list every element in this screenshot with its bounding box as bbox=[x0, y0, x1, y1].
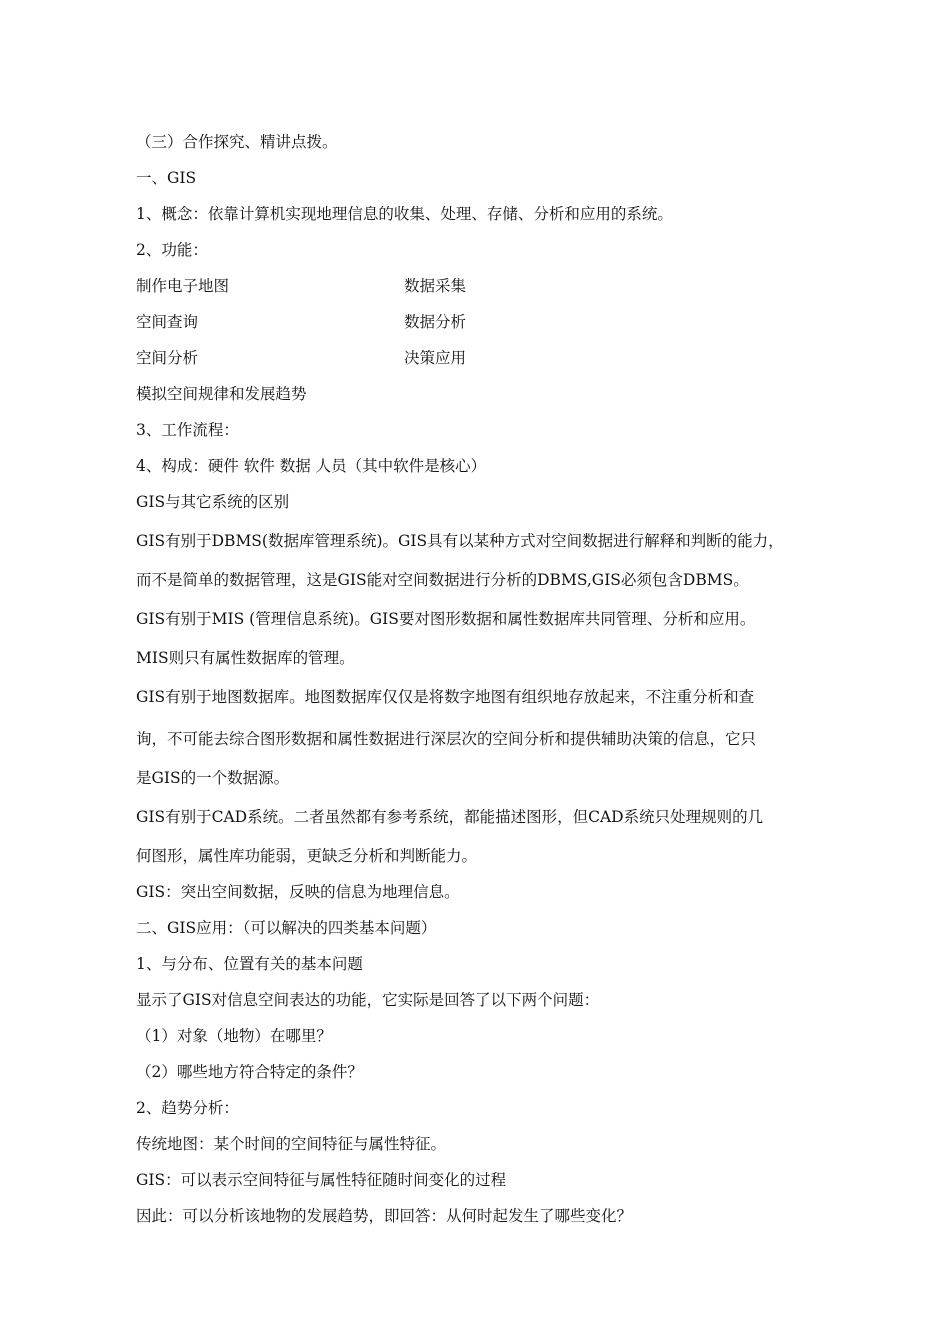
function-item: 制作电子地图 bbox=[136, 277, 230, 295]
applications-section-title: 二、GIS应用：（可以解决的四类基本问题） bbox=[136, 919, 437, 937]
gis-summary: GIS：突出空间数据，反映的信息为地理信息。 bbox=[136, 883, 460, 901]
function-item: 数据采集 bbox=[404, 277, 467, 295]
cad-paragraph-line: GIS有别于CAD系统。二者虽然都有参考系统，都能描述图形，但CAD系统只处理规则的几 bbox=[136, 808, 764, 826]
functions-label: 2、功能： bbox=[136, 241, 208, 259]
gis-section-title: 一、GIS bbox=[136, 169, 197, 187]
difference-title: GIS与其它系统的区别 bbox=[136, 493, 290, 511]
mis-paragraph-line: GIS有别于MIS (管理信息系统)。GIS要对图形数据和属性数据库共同管理、分析和应用。 bbox=[136, 610, 756, 628]
function-item: 数据分析 bbox=[404, 313, 467, 331]
section-heading: （三）合作探究、精讲点拨。 bbox=[136, 133, 338, 151]
mapdb-paragraph-line: GIS有别于地图数据库。地图数据库仅仅是将数字地图有组织地存放起来，不注重分析和查 bbox=[136, 688, 755, 706]
traditional-map-note: 传统地图：某个时间的空间特征与属性特征。 bbox=[136, 1135, 447, 1153]
document-body bbox=[136, 124, 836, 1234]
mapdb-paragraph-line: 是GIS的一个数据源。 bbox=[136, 769, 290, 787]
function-row bbox=[136, 268, 836, 304]
conclusion-note: 因此：可以分析该地物的发展趋势，即回答：从何时起发生了哪些变化？ bbox=[136, 1207, 633, 1225]
cad-paragraph-line: 何图形，属性库功能弱，更缺乏分析和判断能力。 bbox=[136, 847, 478, 865]
mapdb-paragraph-line: 询，不可能去综合图形数据和属性数据进行深层次的空间分析和提供辅助决策的信息，它只 bbox=[136, 730, 757, 748]
gis-time-note: GIS：可以表示空间特征与属性特征随时间变化的过程 bbox=[136, 1171, 507, 1189]
function-item: 空间分析 bbox=[136, 349, 199, 367]
question-2: （2）哪些地方符合特定的条件？ bbox=[136, 1063, 363, 1081]
workflow-label: 3、工作流程： bbox=[136, 421, 239, 439]
question-1: （1）对象（地物）在哪里？ bbox=[136, 1027, 332, 1045]
function-item: 决策应用 bbox=[404, 349, 467, 367]
function-extra: 模拟空间规律和发展趋势 bbox=[136, 385, 307, 403]
application-1-description: 显示了GIS对信息空间表达的功能，它实际是回答了以下两个问题： bbox=[136, 991, 600, 1009]
application-2-title: 2、趋势分析： bbox=[136, 1099, 239, 1117]
function-row bbox=[136, 304, 836, 340]
application-1-title: 1、与分布、位置有关的基本问题 bbox=[136, 955, 363, 973]
dbms-paragraph-line: GIS有别于DBMS(数据库管理系统)。GIS具有以某种方式对空间数据进行解释和判断的能力， bbox=[136, 532, 784, 550]
concept-paragraph: 1、概念：依靠计算机实现地理信息的收集、处理、存储、分析和应用的系统。 bbox=[136, 205, 673, 223]
dbms-paragraph-line: 而不是简单的数据管理，这是GIS能对空间数据进行分析的DBMS,GIS必须包含DBMS。 bbox=[136, 571, 749, 589]
composition-paragraph: 4、构成：硬件 软件 数据 人员（其中软件是核心） bbox=[136, 457, 487, 475]
function-row bbox=[136, 340, 836, 376]
function-item: 空间查询 bbox=[136, 313, 199, 331]
mis-paragraph-line: MIS则只有属性数据库的管理。 bbox=[136, 649, 355, 667]
